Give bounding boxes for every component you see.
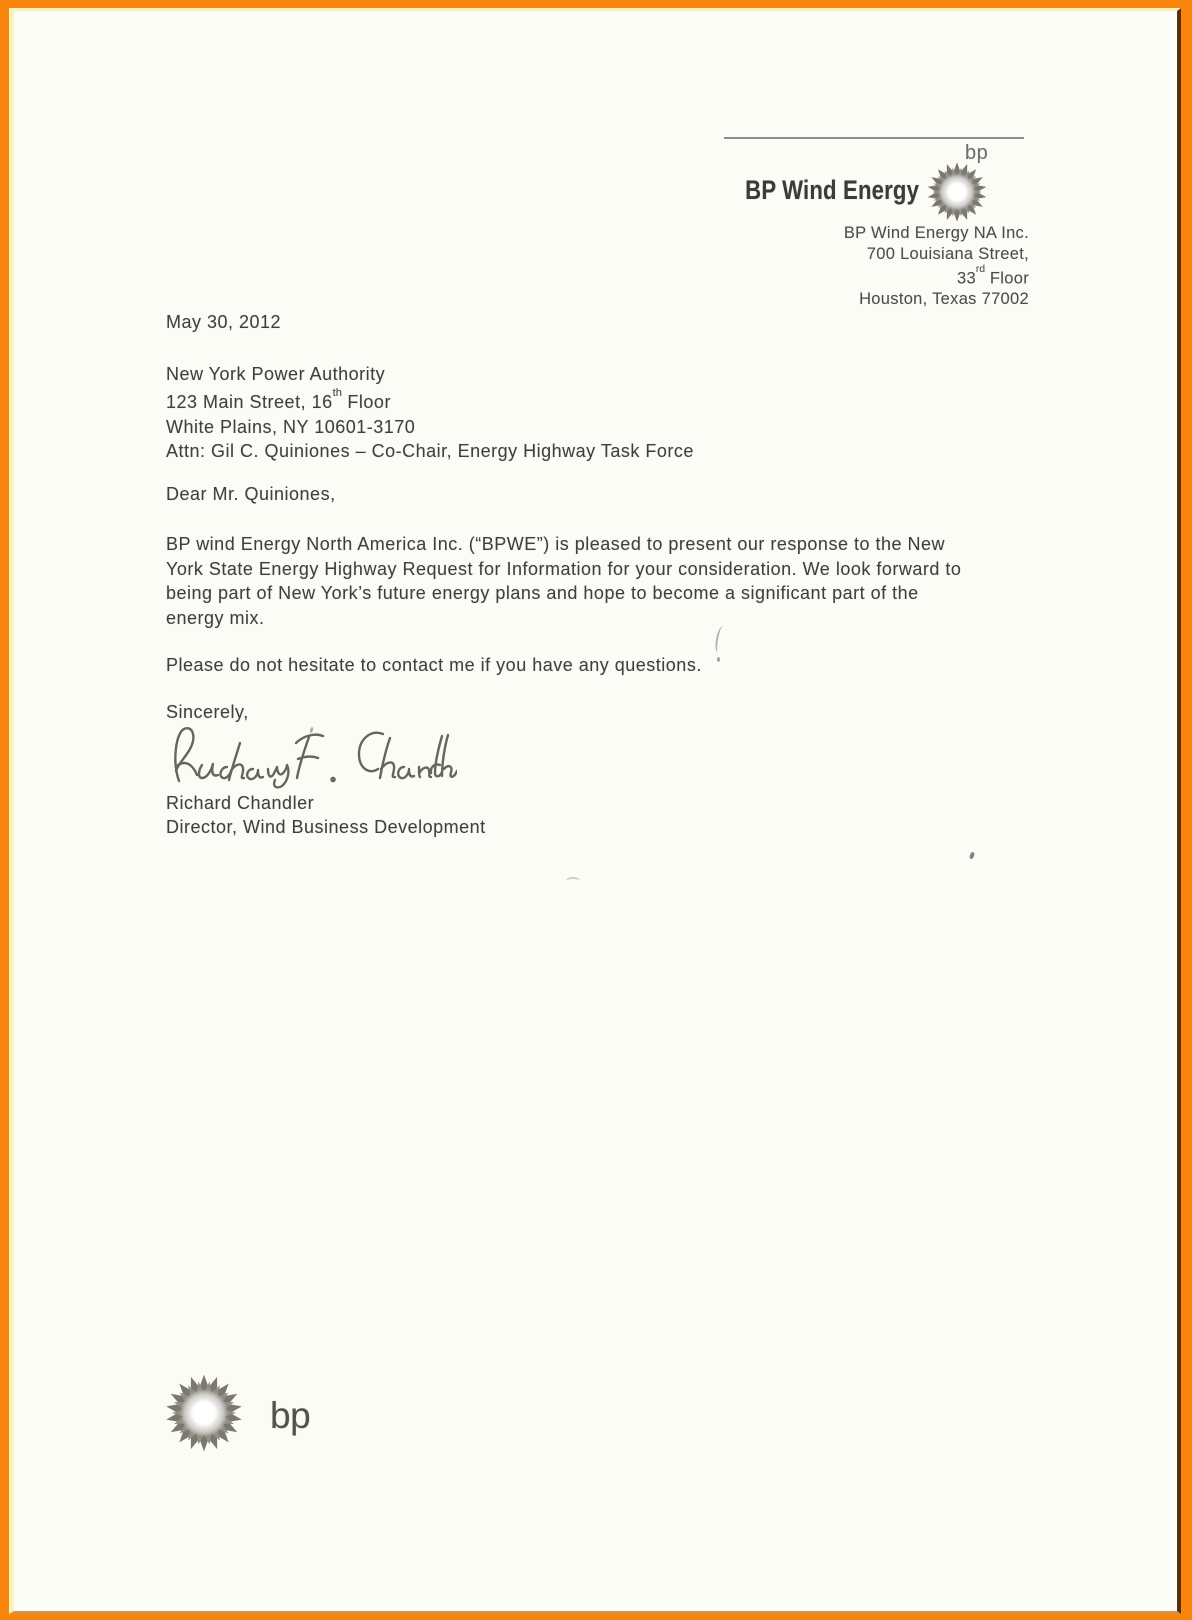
salutation: Dear Mr. Quiniones, — [166, 484, 336, 504]
company-address-line: 33rd Floor — [956, 264, 1029, 288]
company-address-line: BP Wind Energy NA Inc. — [843, 224, 1029, 242]
letter-page — [9, 8, 1181, 1614]
valediction: Sincerely, — [166, 702, 249, 722]
closing-line: Please do not hesitate to contact me if you have any questions. — [166, 655, 702, 675]
body-line: being part of New York’s future energy plans and hope to become a significant part of the — [166, 583, 919, 604]
company-address-block — [844, 223, 1029, 310]
body-line: BP wind Energy North America Inc. (“BPWE”) is pleased to present our response to the New — [166, 534, 945, 554]
bp-wordmark-small: bp — [965, 142, 989, 164]
recipient-line: 123 Main Street, 16th Floor — [166, 387, 391, 413]
company-address-line: 700 Louisiana Street, — [866, 244, 1029, 263]
bp-helios-sunburst-icon — [164, 1373, 244, 1453]
recipient-line: New York Power Authority — [166, 364, 386, 384]
recipient-line: Attn: Gil C. Quiniones – Co-Chair, Energy Highway Task Force — [166, 440, 694, 461]
recipient-line: White Plains, NY 10601-3170 — [166, 416, 416, 437]
header-divider — [724, 137, 1024, 139]
body-line: York State Energy Highway Request for Information for your consideration. We look forward to — [166, 558, 962, 579]
bp-wordmark-footer: bp — [270, 1395, 311, 1436]
company-address-line: Houston, Texas 77002 — [859, 289, 1029, 308]
recipient-block — [166, 362, 694, 463]
scan-artifact — [969, 852, 975, 860]
body-line: energy mix. — [166, 608, 265, 629]
bp-helios-sunburst-icon — [926, 161, 988, 223]
signer-title: Director, Wind Business Development — [166, 817, 486, 837]
scan-artifact — [717, 657, 720, 662]
brand-title: BP Wind Energy — [745, 175, 919, 205]
body-paragraph — [166, 532, 961, 631]
signer-name: Richard Chandler — [166, 793, 315, 813]
scan-artifact — [566, 877, 580, 884]
letter-date: May 30, 2012 — [166, 312, 282, 332]
footer-logo-block — [164, 1371, 310, 1455]
